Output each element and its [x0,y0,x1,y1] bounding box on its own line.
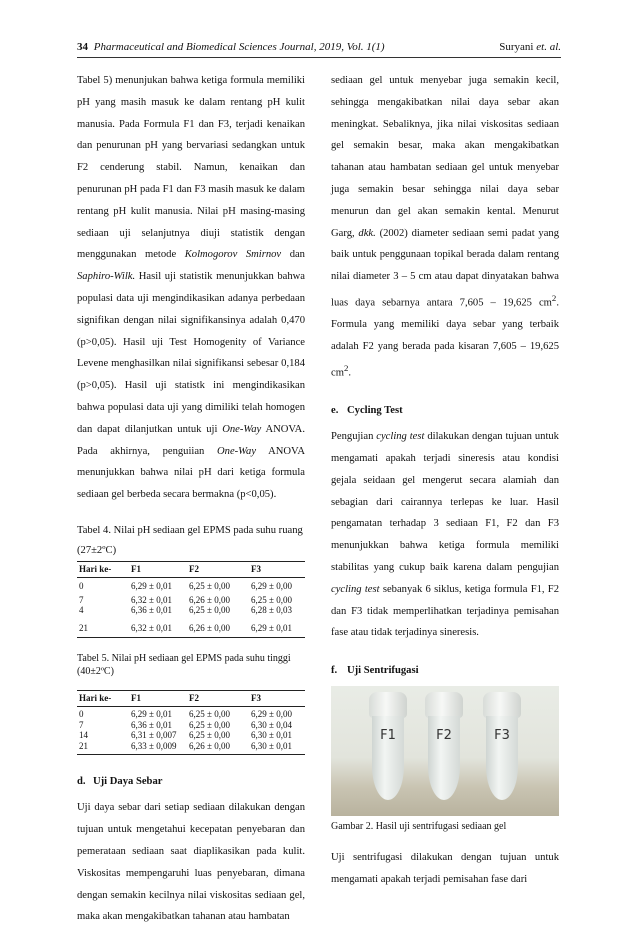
table-cell: 6,31 ± 0,007 [131,730,177,741]
table-cell: 6,25 ± 0,00 [189,581,230,592]
table-cell: 6,33 ± 0,009 [131,741,189,755]
table5 [77,690,305,756]
table-cell: 6,30 ± 0,01 [251,741,305,755]
table-header-cell: F1 [131,561,189,578]
table-row [77,720,305,731]
table-row [77,605,305,623]
table-row [77,741,305,755]
right-column [331,70,559,891]
table-row [77,730,305,741]
paragraph-daya-sebar-cont: sediaan gel untuk menyebar juga semakin kecil, sehingga mengakibatkan nilai daya sebar akan meningkat. Sebaliknya, jika nilai viskositas sediaan gel semakin besar, maka akan mengakibatkan tahanan atau hambatan sediaan gel untuk menyebar juga semakin besar sehingga nilai daya sebar menurun dan gel akan semakin kental. Menurut Garg, dkk. (2002) diameter sediaan semi padat yang baik untuk penggunaan topikal berada dalam rentang nilai diameter 3 – 5 cm atau dapat dinyatakan bahwa luas daya sebarnya antara 7,605 – 19,625 $cm^2$. Formula yang memiliki daya sebar yang terbaik adalah F2 yang berada pada kisaran 7,605 – 19,625 $cm^2$. [331,75,560,379]
table-cell: 6,36 ± 0,01 [131,719,172,730]
author-name: Suryani [499,41,534,53]
table-header-cell: Hari ke- [77,561,131,578]
table-cell: 0 [79,709,84,720]
tube-label: F1 [380,728,396,744]
left-column [77,70,305,928]
table-header-cell: F2 [189,561,251,578]
table-cell: 21 [77,623,131,637]
table-header-cell: F1 [131,690,189,707]
running-header [77,41,561,58]
tube-f3 [481,692,523,800]
header-author [499,41,561,53]
table-cell: 7 [79,594,84,605]
table-row [77,623,305,637]
section-e-heading: e. Cycling Test [331,405,403,417]
table-row [77,578,305,593]
table-cell: 6,25 ± 0,00 [189,709,230,720]
table-cell: 6,29 ± 0,01 [131,581,172,592]
table-cell: 6,29 ± 0,00 [251,581,292,592]
table-cell: 4 [79,605,84,616]
table-header-row [77,690,305,707]
table-header-cell: Hari ke- [77,690,131,707]
tube-label: F3 [494,728,510,744]
section-f-heading: f. Uji Sentrifugasi [331,665,419,677]
table5-caption: Tabel 5. Nilai pH sediaan gel EPMS pada suhu tinggi (40±2ºC) [77,652,291,677]
table-cell: 6,30 ± 0,01 [251,730,292,741]
paragraph-sentrifugasi: Uji sentrifugasi dilakukan dengan tujuan untuk mengamati apakah terjadi pemisahan fase dari [331,852,559,885]
table-cell: 6,26 ± 0,00 [189,741,251,755]
table-row [77,707,305,720]
table-cell: 14 [79,730,88,741]
tube-label: F2 [436,728,452,744]
figure-caption: Gambar 2. Hasil uji sentrifugasi sediaan gel [331,821,507,833]
tube-f2 [423,692,465,800]
table-cell: 6,29 ± 0,01 [251,623,305,637]
table-header-cell: F3 [251,690,305,707]
header-left [77,41,385,53]
table-row [77,593,305,606]
paragraph-cycling-test: Pengujian cycling test dilakukan dengan tujuan untuk mengamati apakah terjadi sineresis atau kondisi gejala seidaan gel mengerut secara alamiah dan sebagian dari cairannya terlepas ke luar. Hasil pengamatan terhadap 3 sediaan F1, F2 dan F3 menunjukkan bahwa ketiga formula memiliki stabilitas yang cukup baik karena dalam pengujian cycling test sebanyak 6 siklus, ketiga formula F1, F2 dan F3 tidak memperlihatkan terjadinya pemisahan fase atau tidak terjadinya sineresis. [331,431,559,639]
centrifuge-photo [331,686,559,816]
section-d-heading: d. Uji Daya Sebar [77,776,163,788]
table-cell: 6,28 ± 0,03 [251,605,292,616]
table-cell: 6,30 ± 0,04 [251,719,292,730]
journal-name: Pharmaceutical and Biomedical Sciences Journal, 2019, Vol. 1(1) [93,41,385,53]
table-cell: 6,36 ± 0,01 [131,605,172,616]
table-cell: 7 [79,719,84,730]
table-cell: 6,25 ± 0,00 [189,719,230,730]
page-number: 34 [77,41,88,53]
table-header-cell: F3 [251,561,305,578]
table-cell: 6,25 ± 0,00 [189,605,230,616]
paragraph-daya-sebar: Uji daya sebar dari setiap sediaan dilakukan dengan tujuan untuk mengetahui kecepatan penyebaran dan pemerataan sediaan saat diaplikasikan pada kulit. Viskositas mempengaruhi luas penyebaran, dimana dengan semakin kecilnya nilai viskositas sediaan gel, maka akan mengakibatkan tahanan atau hambatan [77,802,305,923]
table-cell: 21 [77,741,131,755]
table-cell: 6,26 ± 0,00 [189,594,230,605]
table-cell: 6,29 ± 0,00 [251,709,292,720]
author-etal: et. al. [536,41,561,53]
table-cell: 6,32 ± 0,01 [131,623,189,637]
table-cell: 6,29 ± 0,01 [131,709,172,720]
table-header-cell: F2 [189,690,251,707]
table-cell: 6,32 ± 0,01 [131,594,172,605]
table-cell: 6,26 ± 0,00 [189,623,251,637]
table-cell: 6,25 ± 0,00 [189,730,230,741]
table4 [77,561,305,638]
paragraph-ph-discussion: Tabel 5) menunjukan bahwa ketiga formula memiliki pH yang masih masuk ke dalam rentang pH kulit manusia. Pada Formula F1 dan F3, terjadi kenaikan dan penurunan pH yang bervariasi sedangkan untuk F2 cenderung stabil. Namun, kenaikan dan penurunan pH pada F1 dan F3 masih masuk ke dalam rentang pH kulit manusia. Nilai pH masing-masing sediaan uji selanjutnya diuji statistik dengan menggunakan metode Kolmogorov Smirnov dan Saphiro-Wilk. Hasil uji statistik menunjukkan bahwa populasi data uji mengindikasikan adanya perbedaan signifikan dengan nilai signifikansinya adalah 0,470 (p>0,05). Hasil uji Test Homogenity of Variance Levene menghasilkan nilai signifikansi sebesar 0,184 (p>0,05). Hasil uji statistk ini mengindikasikan bahwa populasi data uji yang dimiliki telah homogen dan dapat dilanjutkan untuk uji One-Way ANOVA. Pada akhirnya, penguiian One-Way ANOVA menunjukkan bahwa nilai pH dari ketiga formula sediaan gel berbeda secara bermakna (p<0,05). [77,75,306,501]
tube-f1 [367,692,409,800]
table-cell: 0 [79,581,84,592]
table4-caption: Tabel 4. Nilai pH sediaan gel EPMS pada suhu ruang (27±2ºC) [77,524,303,556]
table-cell: 6,25 ± 0,00 [251,594,292,605]
table-header-row [77,561,305,578]
